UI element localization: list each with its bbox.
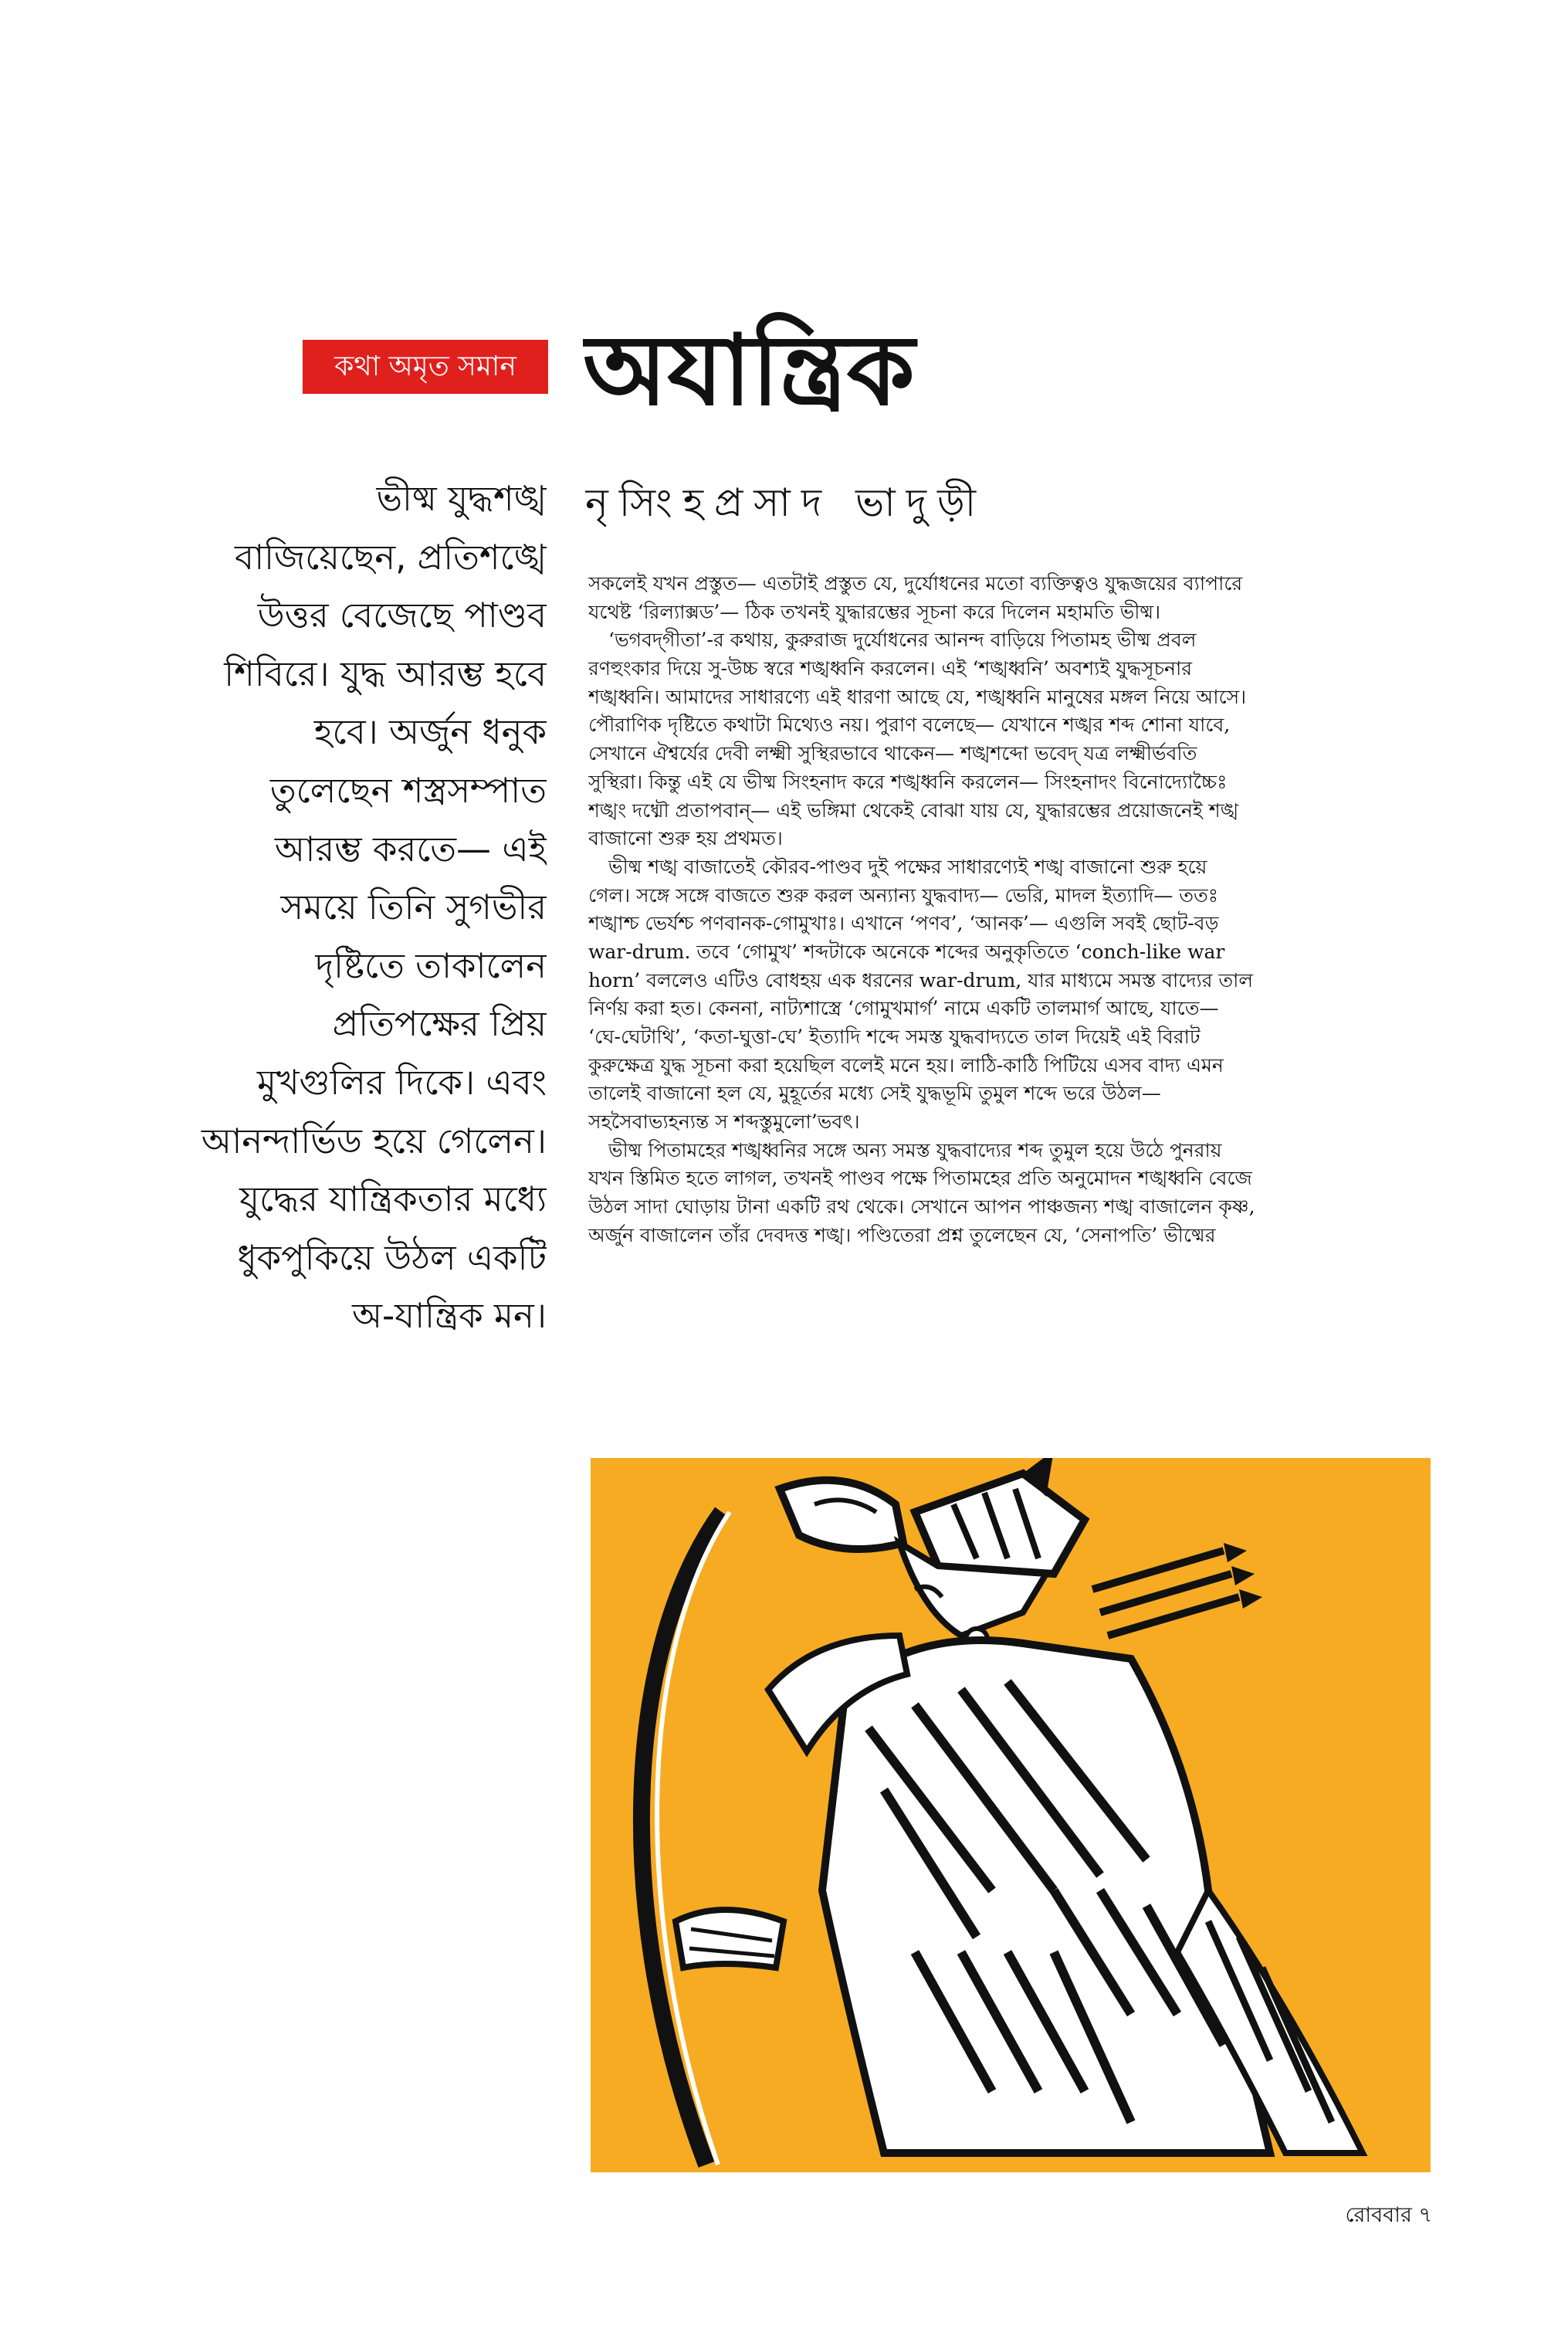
pull-quote-line: বাজিয়েছেন, প্রতিশঙ্খে (235, 536, 547, 578)
pull-quote-line: দৃষ্টিতে তাকালেন (315, 944, 547, 986)
pull-quote-line: উত্তর বেজেছে পাণ্ডব (257, 595, 547, 636)
body-line: উঠল সাদা ঘোড়ায় টানা একটি রথ থেকে। সেখানে আপন পাঞ্চজন্য শঙ্খ বাজালেন কৃষ্ণ, (588, 1195, 1255, 1219)
body-line: war-drum. তবে ‘গোমুখ’ শব্দটাকে অনেকে শব্দের অনুকৃতিতে ‘conch-like war (588, 940, 1225, 963)
body-line: ভীষ্ম পিতামহের শঙ্খধ্বনির সঙ্গে অন্য সমস্ত যুদ্ধবাদ্যের শব্দ তুমুল হয়ে উঠে পুনরায় (608, 1138, 1222, 1161)
pull-quote-line: ধুকপুকিয়ে উঠল একটি (237, 1236, 547, 1278)
body-line: অর্জুন বাজালেন তাঁর দেবদত্ত শঙ্খ। পণ্ডিতেরা প্রশ্ন তুলেছেন যে, ‘সেনাপতি’ ভীষ্মের (588, 1223, 1216, 1246)
article-title: অযান্ত্রিক (583, 314, 915, 427)
body-line: কুরুক্ষেত্র যুদ্ধ সূচনা করা হয়েছিল বলেই মনে হয়। লাঠি-কাঠি পিটিয়ে এসব বাদ্য এমন (588, 1053, 1224, 1077)
body-line: ভীষ্ম শঙ্খ বাজাতেই কৌরব-পাণ্ডব দুই পক্ষের সাধারণ্যেই শঙ্খ বাজানো শুরু হয়ে (608, 855, 1207, 878)
bhishma-conch-illustration (591, 1458, 1431, 2172)
body-line: সুস্থিরা। কিন্তু এই যে ভীষ্ম সিংহনাদ করে শঙ্খধ্বনি করলেন— সিংহনাদং বিনোদ্যোচ্চৈঃ (588, 770, 1228, 793)
body-line: horn’ বললেও এটিও বোধহয় এক ধরনের war-drum, যার মাধ্যমে সমস্ত বাদ্যের তাল (588, 968, 1254, 992)
body-line: যথেষ্ট ‘রিল্যাক্সড’— ঠিক তখনই যুদ্ধারম্ভের সূচনা করে দিলেন মহামতি ভীষ্ম। (588, 600, 1161, 623)
body-line: গেল। সঙ্গে সঙ্গে বাজতে শুরু করল অন্যান্য যুদ্ধবাদ্য— ভেরি, মাদল ইত্যাদি— ততঃ (588, 883, 1219, 907)
article-body (588, 570, 1430, 1427)
page-footer-folio: রোববার ৭ (1345, 2203, 1432, 2227)
warrior-blowing-conch-drawing (591, 1458, 1431, 2172)
body-line: শঙ্খাশ্চ ভের্যশ্চ পণবানক-গোমুখাঃ। এখানে ‘পণব’, ‘আনক’— এগুলি সবই ছোট-বড় (588, 912, 1219, 935)
body-line: যখন স্তিমিত হতে লাগল, তখনই পাণ্ডব পক্ষে পিতামহের প্রতি অনুমোদন শঙ্খধ্বনি বেজে (588, 1167, 1252, 1190)
pull-quote-line: তুলেছেন শস্ত্রসম্পাত (269, 769, 547, 811)
body-line: নির্ণয় করা হত। কেননা, নাট্যশাস্ত্রে ‘গোমুখমার্গ’ নামে একটি তালমার্গ আছে, যাতে— (588, 997, 1219, 1020)
body-line: সকলেই যখন প্রস্তুত— এতটাই প্রস্তুত যে, দুর্যোধনের মতো ব্যক্তিত্বও যুদ্ধজয়ের ব্যাপারে (588, 572, 1243, 595)
author-byline: নৃসিংহপ্রসাদ ভাদুড়ী (585, 480, 987, 525)
pull-quote-line: শিবিরে। যুদ্ধ আরম্ভ হবে (224, 653, 547, 694)
body-line: পৌরাণিক দৃষ্টিতে কথাটা মিথ্যেও নয়। পুরাণ বলেছে— যেখানে শঙ্খর শব্দ শোনা যাবে, (588, 714, 1231, 737)
pull-quote (139, 470, 547, 1358)
pull-quote-line: সময়ে তিনি সুগভীর (280, 887, 547, 928)
body-line: শঙ্খং দধ্মৌ প্রতাপবান্— এই ভঙ্গিমা থেকেই বোঝা যায় যে, যুদ্ধারম্ভের প্রয়োজনেই শঙ্খ (588, 799, 1239, 822)
pull-quote-line: অ-যান্ত্রিক মন। (351, 1295, 547, 1337)
body-line: শঙ্খধ্বনি। আমাদের সাধারণ্যে এই ধারণা আছে যে, শঙ্খধ্বনি মানুষের মঙ্গল নিয়ে আসে। (588, 685, 1247, 708)
body-line: তালেই বাজানো হল যে, মুহূর্তের মধ্যে সেই যুদ্ধভূমি তুমুল শব্দে ভরে উঠল— (588, 1082, 1161, 1105)
pull-quote-line: আরম্ভ করতে— এই (274, 828, 547, 870)
pull-quote-line: প্রতিপক্ষের প্রিয় (332, 1003, 547, 1045)
pull-quote-line: মুখগুলির দিকে। এবং (256, 1061, 547, 1103)
body-line: সহসৈবাভ্যহন্যন্ত স শব্দস্তুমুলো’ভবৎ। (588, 1110, 860, 1134)
body-line: সেখানে ঐশ্বর্যের দেবী লক্ষ্মী সুস্থিরভাবে থাকেন— শঙ্খশব্দো ভবেদ্‌ যত্র লক্ষ্মীর্ভবতি (588, 742, 1197, 765)
pull-quote-line: যুদ্ধের যান্ত্রিকতার মধ্যে (239, 1178, 547, 1220)
series-label: কথা অমৃত সমান (303, 340, 548, 394)
pull-quote-line: ভীষ্ম যুদ্ধশঙ্খ (376, 478, 547, 519)
body-line: ‘ঘে-ঘেটাথি’, ‘কতা-ঘুত্তা-ঘে’ ইত্যাদি শব্দে সমস্ত যুদ্ধবাদ্যতে তাল দিয়েই এই বিরাট (588, 1026, 1201, 1048)
pull-quote-line: হবে। অর্জুন ধনুক (313, 711, 547, 753)
body-line: বাজানো শুরু হয় প্রথমত। (588, 827, 783, 850)
pull-quote-line: আনন্দার্ভিড হয়ে গেলেন। (201, 1120, 547, 1161)
body-line: ‘ভগবদ্‌গীতা’-র কথায়, কুরুরাজ দুর্যোধনের আনন্দ বাড়িয়ে পিতামহ ভীষ্ম প্রবল (608, 629, 1197, 652)
body-line: রণহুংকার দিয়ে সু-উচ্চ স্বরে শঙ্খধ্বনি করলেন। এই ‘শঙ্খধ্বনি’ অবশ্যই যুদ্ধসূচনার (588, 657, 1192, 680)
